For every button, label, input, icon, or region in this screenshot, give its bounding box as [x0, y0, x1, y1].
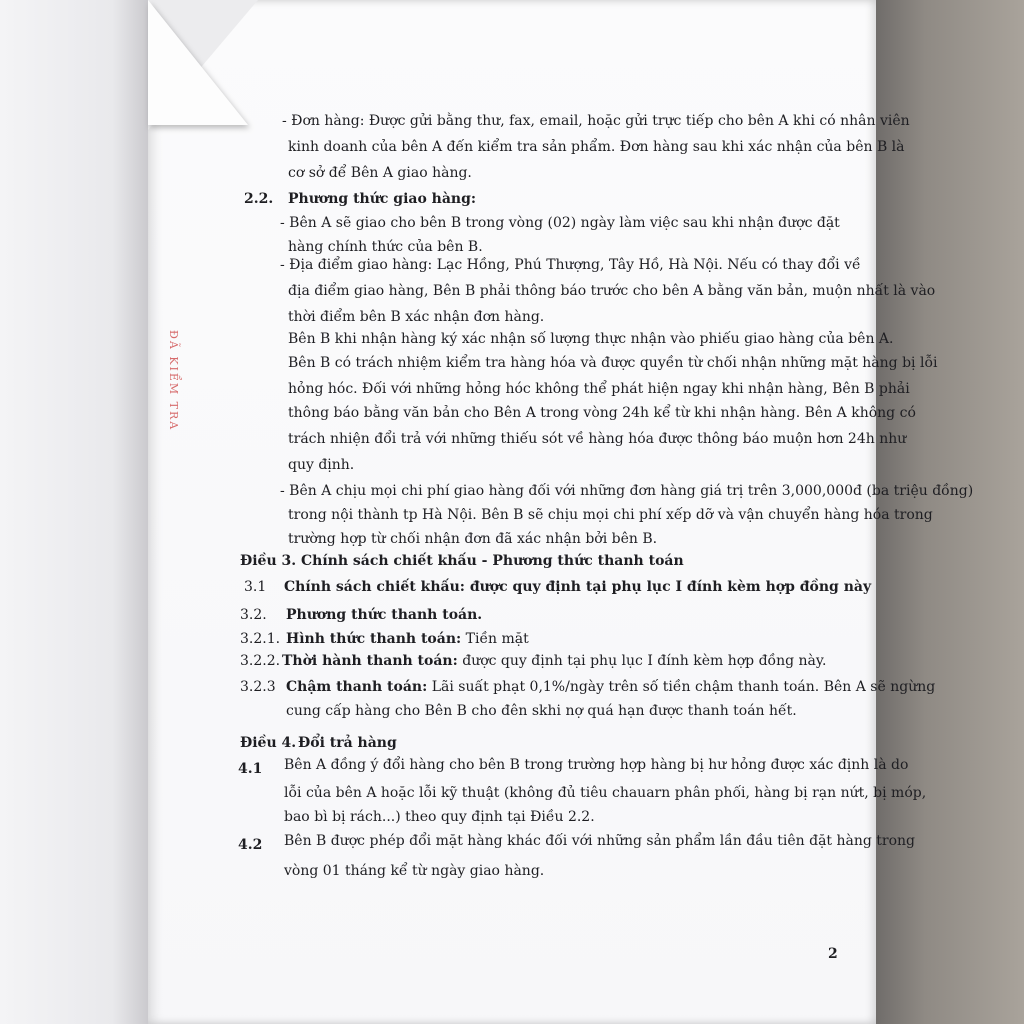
text-line: cung cấp hàng cho Bên B cho đên skhi nợ quá hạn được thanh toán hết. [286, 703, 797, 719]
section-line [286, 678, 935, 696]
background-left [0, 0, 150, 1024]
section-number: 3.1 [244, 579, 267, 595]
text-line: thông báo bằng văn bản cho Bên A trong vòng 24h kể từ khi nhận hàng. Bên A không có [288, 405, 916, 421]
text-line: kinh doanh của bên A đến kiểm tra sản phẩm. Đơn hàng sau khi xác nhận của bên B là [288, 139, 905, 155]
text-line: bao bì bị rách...) theo quy định tại Điều 2.2. [284, 809, 595, 825]
text-line: Bên B được phép đổi mặt hàng khác đối với những sản phẩm lần đầu tiên đặt hàng trong [284, 833, 916, 849]
text-line: - Bên A sẽ giao cho bên B trong vòng (02) ngày làm việc sau khi nhận được đặt [280, 215, 840, 231]
text-line: trường hợp từ chối nhận đơn đã xác nhận bởi bên B. [288, 531, 658, 547]
section-number: 4.2 [238, 837, 263, 853]
text-line: địa điểm giao hàng, Bên B phải thông báo trước cho bên A bằng văn bản, muộn nhất là vào [288, 283, 936, 299]
section-line [282, 652, 826, 670]
field-label: Hình thức thanh toán: [286, 631, 462, 647]
section-number: 3.2.1. [240, 631, 281, 647]
text-line: Bên B khi nhận hàng ký xác nhận số lượng thực nhận vào phiếu giao hàng của bên A. [288, 331, 894, 347]
text-line: - Địa điểm giao hàng: Lạc Hồng, Phú Thượng, Tây Hồ, Hà Nội. Nếu có thay đổi về [280, 257, 861, 273]
text-line: thời điểm bên B xác nhận đơn hàng. [288, 309, 545, 325]
field-value: được quy định tại phụ lục I đính kèm hợp đồng này. [457, 653, 827, 669]
article-heading: Điều 3. Chính sách chiết khấu - Phương thức thanh toán [240, 553, 684, 569]
text-line: Bên A đồng ý đổi hàng cho bên B trong trường hợp hàng bị hư hỏng được xác định là do [284, 757, 909, 773]
text-line: hỏng hóc. Đối với những hỏng hóc không thể phát hiện ngay khi nhận hàng, Bên B phải [288, 381, 910, 397]
section-title: Phương thức giao hàng: [288, 191, 477, 207]
text-line: hàng chính thức của bên B. [288, 239, 483, 255]
section-number: 3.2.3 [240, 679, 276, 695]
section-number: 2.2. [244, 191, 274, 207]
field-value: Tiền mặt [461, 631, 529, 647]
text-line: cơ sở để Bên A giao hàng. [288, 165, 472, 181]
section-number: 3.2. [240, 607, 267, 623]
article-heading: Đổi trả hàng [298, 735, 397, 751]
text-line: vòng 01 tháng kể từ ngày giao hàng. [284, 863, 545, 879]
section-title: Phương thức thanh toán. [286, 607, 483, 623]
article-number: Điều 4. [240, 735, 297, 751]
text-line: - Bên A chịu mọi chi phí giao hàng đối với những đơn hàng giá trị trên 3,000,000đ (ba triệu đồng) [280, 483, 974, 499]
text-line: quy định. [288, 457, 355, 473]
field-value: Lãi suất phạt 0,1%/ngày trên số tiền chậm thanh toán. Bên A sẽ ngừng [427, 679, 936, 695]
text-line: trách nhiện đổi trả với những thiếu sót về hàng hóa được thông báo muộn hơn 24h như [288, 431, 907, 447]
section-text: Chính sách chiết khấu: được quy định tại phụ lục I đính kèm hợp đồng này [284, 579, 872, 595]
text-line: - Đơn hàng: Được gửi bằng thư, fax, email, hoặc gửi trực tiếp cho bên A khi có nhân viên [282, 113, 910, 129]
field-label: Chậm thanh toán: [286, 679, 428, 695]
folded-corner [148, 0, 248, 125]
field-label: Thời hành thanh toán: [282, 653, 458, 669]
section-number: 3.2.2. [240, 653, 281, 669]
text-line: Bên B có trách nhiệm kiểm tra hàng hóa và được quyền từ chối nhận những mặt hàng bị lỗi [288, 355, 938, 371]
page-number: 2 [828, 946, 838, 962]
section-line [286, 630, 529, 648]
red-margin-stamp: ĐÃ KIỂM TRA [167, 330, 180, 432]
text-line: trong nội thành tp Hà Nội. Bên B sẽ chịu mọi chi phí xếp dỡ và vận chuyển hàng hóa trong [288, 507, 933, 523]
text-line: lỗi của bên A hoặc lỗi kỹ thuật (không đủ tiêu chauarn phân phối, hàng bị rạn nứt, bị móp, [284, 785, 927, 801]
section-number: 4.1 [238, 761, 263, 777]
